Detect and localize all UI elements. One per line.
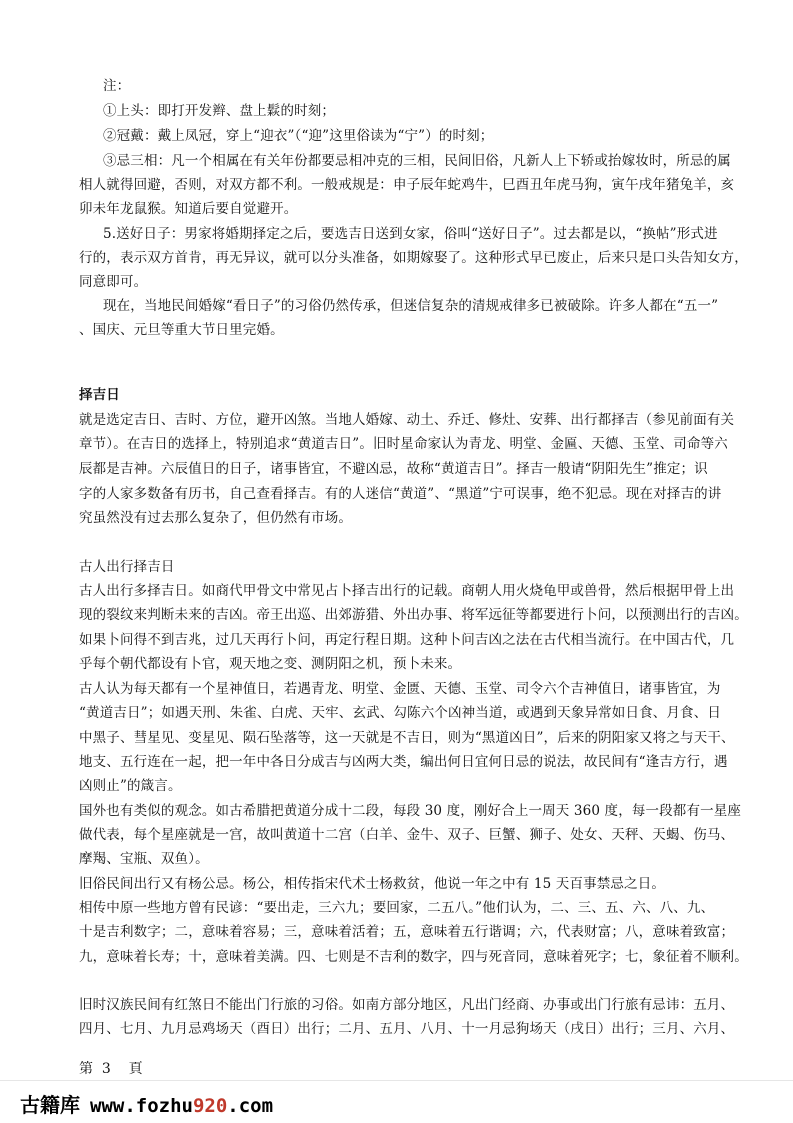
notes-label: 注： [103, 78, 131, 94]
guren-p3-line-2: 做代表，每个星座就是一宫，故叫黄道十二宫（白羊、金牛、双子、巨蟹、狮子、处女、天秤、天蝎、伤马、 [79, 827, 735, 843]
site-url [90, 1095, 273, 1117]
zeji-line-2: 章节）。在吉日的选择上，特别追求“黄道吉日”。旧时星命家认为青龙、明堂、金匾、天德、玉堂、司命等六 [79, 436, 728, 452]
guren-p1-line-3: 如果卜问得不到吉兆，过几天再行卜问，再定行程日期。这种卜问吉凶之法在古代相当流行。在中国古代，几 [79, 632, 735, 648]
section-heading-zeji: 择吉日 [79, 387, 120, 403]
custom-now-line-2: 、国庆、元旦等重大节日里完婚。 [79, 322, 284, 338]
zeji-line-4: 字的人家多数备有历书，自己查看择吉。有的人迷信“黄道”、“黑道”宁可误事，绝不犯忌。现在对择吉的讲 [79, 486, 722, 502]
guren-p4-line-1: 旧俗民间出行又有杨公忌。杨公，相传指宋代术士杨救贫，他说一年之中有 15 天百事禁忌之日。 [79, 876, 666, 892]
zeji-line-3: 辰都是吉神。六辰值日的日子，诸事皆宜，不避凶忌，故称“黄道吉日”。择吉一般请“阴阳先生”推定；识 [79, 461, 708, 477]
guren-p2-line-4: 地支、五行连在一起，把一年中各日分成吉与凶两大类，编出何日宜何日忌的说法，故民间有“逢吉方行，遇 [79, 754, 728, 770]
item-5-line-3: 同意即可。 [79, 274, 148, 290]
guren-p2-line-5: 凶则止”的箴言。 [79, 778, 182, 794]
guren-p3-line-1: 国外也有类似的观念。如古希腊把黄道分成十二段，每段 30 度，刚好合上一周天 360 度，每一段都有一星座 [79, 803, 742, 819]
note-item-2: ②冠戴：戴上凤冠，穿上“迎衣”（“迎”这里俗读为“宁”）的时刻； [103, 128, 494, 144]
guren-p1-line-4: 乎每个朝代都设有卜官，观天地之变、测阴阳之机，预卜未来。 [79, 656, 462, 672]
guren-p6-line-2: 四月、七月、九月忌鸡场天（酉日）出行；二月、五月、八月、十一月忌狗场天（戌日）出行；三月、六月、 [79, 1021, 735, 1037]
zeji-line-1: 就是选定吉日、吉时、方位，避开凶煞。当地人婚嫁、动土、乔迁、修灶、安葬、出行都择吉（参见前面有关 [79, 412, 735, 428]
item-5-line-1: 5.送好日子：男家将婚期择定之后，要选吉日送到女家，俗叫“送好日子”。过去都是以，“换帖”形式进 [103, 226, 718, 242]
site-watermark [20, 1089, 273, 1118]
guren-p5-line-1: 相传中原一些地方曾有民谚：“要出走，三六九；要回家，二五八。”他们认为，二、三、五、六、八、九、 [79, 900, 715, 916]
note-item-3-line-2: 相人就得回避，否则，对双方都不利。一般戒规是：申子辰年蛇鸡牛，巳酉丑年虎马狗，寅午戌年猪兔羊，亥 [79, 177, 735, 193]
custom-now-line-1: 现在，当地民间婚嫁“看日子”的习俗仍然传承，但迷信复杂的清规戒律多已被破除。许多人都在“五一” [103, 298, 719, 314]
guren-p2-line-3: 中黑子、彗星见、变星见、陨石坠落等，这一天就是不吉日，则为“黑道凶日”，后来的阴阳家又将之与天干、 [79, 730, 735, 746]
site-url-part-c: .com [227, 1095, 274, 1117]
guren-p6-line-1: 旧时汉族民间有红煞日不能出门行旅的习俗。如南方部分地区，凡出门经商、办事或出门行旅有忌讳：五月、 [79, 997, 735, 1013]
note-item-3-line-3: 卯未年龙鼠猴。知道后要自觉避开。 [79, 201, 298, 217]
guren-p5-line-3: 九，意味着长寿；十，意味着美满。四、七则是不吉利的数字，四与死音同，意味着死字；七，象征着不顺利。 [79, 949, 748, 965]
note-item-1: ①上头：即打开发辫、盘上鬏的时刻； [103, 103, 336, 119]
guren-p5-line-2: 十是吉利数字；二，意味着容易；三，意味着活着；五，意味着五行谐调；六，代表财富；八，意味着致富； [79, 924, 735, 940]
guren-p1-line-2: 现的裂纹来判断未来的吉凶。帝王出巡、出郊游猎、外出办事、将军远征等都要进行卜问，以预测出行的吉凶。 [79, 607, 748, 623]
note-item-3-line-1: ③忌三相：凡一个相属在有关年份都要忌相冲克的三相，民间旧俗，凡新人上下轿或抬嫁妆时，所忌的属 [103, 153, 731, 169]
site-url-part-b: 920 [192, 1095, 228, 1117]
guren-p3-line-3: 摩羯、宝瓶、双鱼）。 [79, 851, 209, 867]
zeji-line-5: 究虽然没有过去那么复杂了，但仍然有市场。 [79, 510, 352, 526]
guren-p2-line-2: “黄道吉日”；如遇天刑、朱雀、白虎、天牢、玄武、勾陈六个凶神当道，或遇到天象异常如日食、月食、日 [79, 705, 722, 721]
guren-p2-line-1: 古人认为每天都有一个星神值日，若遇青龙、明堂、金匮、天德、玉堂、司令六个吉神值日，诸事皆宜，为 [79, 681, 721, 697]
guren-p1-line-1: 古人出行多择吉日。如商代甲骨文中常见占卜择吉出行的记载。商朝人用火烧龟甲或兽骨，然后根据甲骨上出 [79, 583, 735, 599]
item-5-line-2: 行的，表示双方首肯，再无异议，就可以分头准备，如期嫁娶了。这种形式早已废止，后来只是口头告知女方， [79, 250, 748, 266]
site-url-part-a: www.fozhu [90, 1095, 193, 1117]
section-heading-guren: 古人出行择吉日 [79, 559, 175, 575]
site-name: 古籍库 [20, 1093, 80, 1117]
watermark-footer [0, 1080, 793, 1123]
page-number: 第 3 頁 [79, 1061, 143, 1077]
